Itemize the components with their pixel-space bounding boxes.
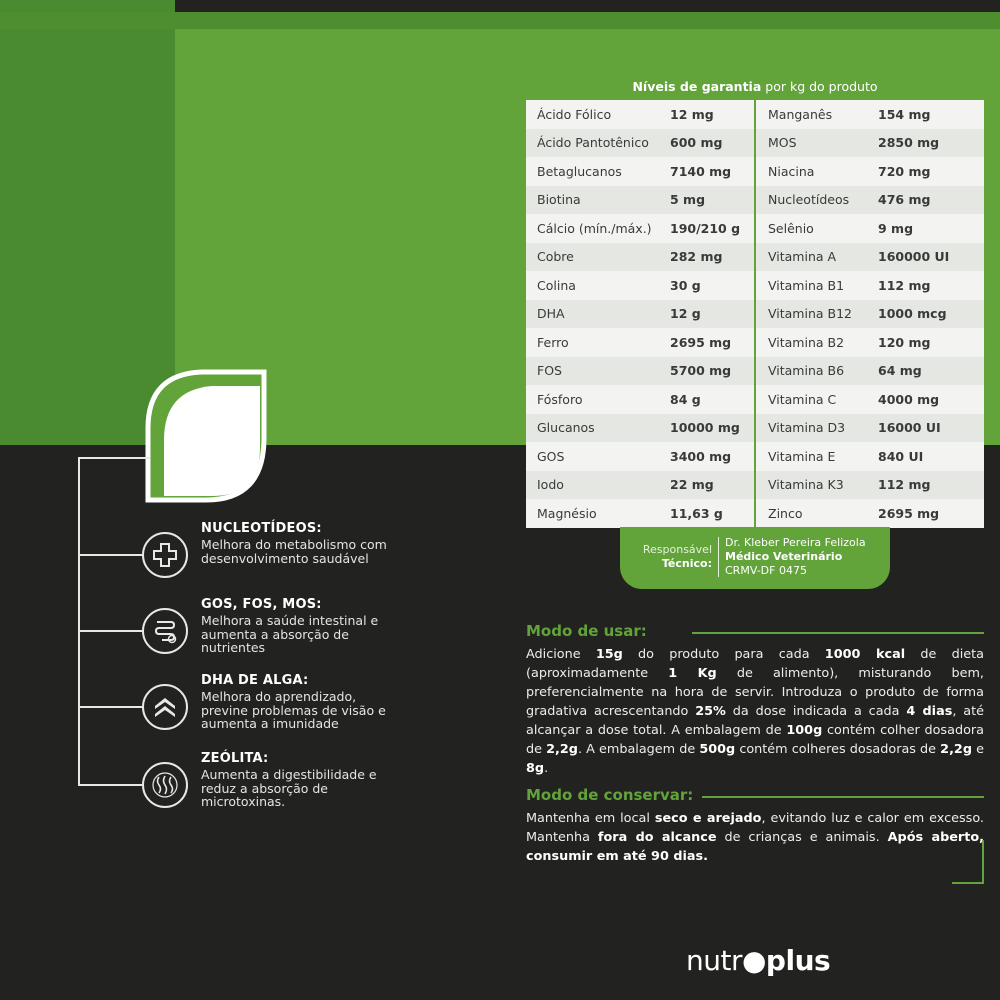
table-row (756, 442, 984, 471)
table-row (756, 100, 984, 129)
logo-text-plus: ●plus (741, 944, 831, 977)
nutrient-value: 2695 mg (670, 334, 732, 350)
feature-title: GOS, FOS, MOS: (201, 597, 322, 612)
waves-icon (142, 762, 188, 808)
table-row (526, 157, 754, 186)
table-row (526, 385, 754, 414)
responsavel-label-2: Técnico: (661, 557, 712, 570)
table-row (526, 357, 754, 386)
top-corner-block (0, 0, 175, 12)
nutrient-name: Biotina (537, 192, 581, 208)
intestine-icon (142, 608, 188, 654)
nutrient-value: 84 g (670, 391, 701, 407)
logo-plus-word: plus (765, 944, 831, 977)
table-row (526, 328, 754, 357)
modo-usar-text: Adicione 15g do produto para cada 1000 kcal de dieta (aproximadamente 1 Kg de alimento), misturando bem, preferencialmente na hora de servir. Introduza o produto de forma gradativa acrescentando 25% da dose indicada a cada 4 dias, até alcançar a dose total. A embalagem de 100g contém colher dosadora de 2,2g. A embalagem de 500g contém colheres dosadoras de 2,2g e 8g. (526, 647, 985, 776)
nutrient-name: Glucanos (537, 420, 595, 436)
feature-title: NUCLEOTÍDEOS: (201, 521, 322, 536)
nutrient-name: Niacina (768, 163, 815, 179)
feature-title: ZEÓLITA: (201, 751, 269, 766)
responsavel-label (638, 543, 712, 571)
nutrient-value: 2850 mg (878, 135, 940, 151)
feature-desc: Melhora a saúde intestinal e aumenta a absorção de nutrientes (201, 613, 379, 655)
guarantee-table (526, 72, 984, 528)
nutrient-value: 282 mg (670, 249, 723, 265)
table-row (756, 129, 984, 158)
table-row (526, 186, 754, 215)
nutrient-name: Vitamina D3 (768, 420, 846, 436)
nutrient-name: Cálcio (mín./máx.) (537, 220, 652, 236)
responsavel-tecnico (620, 527, 890, 589)
nutrient-name: Vitamina E (768, 448, 836, 464)
table-row (756, 328, 984, 357)
nutrient-value: 30 g (670, 277, 701, 293)
table-column-left (526, 100, 754, 528)
feature-desc: Aumenta a digestibilidade e reduz a absorção de microtoxinas. (201, 767, 377, 809)
nutrient-name: Selênio (768, 220, 814, 236)
nutrient-name: Colina (537, 277, 576, 293)
modo-conservar-title: Modo de conservar: (526, 786, 694, 804)
nutrient-name: Nucleotídeos (768, 192, 850, 208)
table-row (526, 214, 754, 243)
corner-mark (952, 840, 984, 884)
nutrient-name: DHA (537, 306, 565, 322)
nutrient-value: 5700 mg (670, 363, 732, 379)
nutrient-name: Magnésio (537, 505, 597, 521)
tree-line-2 (78, 630, 144, 632)
chevron-up-icon (142, 684, 188, 730)
responsavel-info (725, 536, 866, 578)
nutrient-value: 600 mg (670, 135, 723, 151)
nutrient-value: 16000 UI (878, 420, 941, 436)
nutrient-value: 22 mg (670, 477, 714, 493)
tree-line-vertical (78, 457, 80, 785)
logo-text-nutr: nutr (686, 944, 742, 977)
table-row (756, 214, 984, 243)
nutrient-name: Vitamina C (768, 391, 837, 407)
table-row (756, 471, 984, 500)
table-row (526, 243, 754, 272)
nutrient-name: Vitamina B12 (768, 306, 852, 322)
table-row (526, 271, 754, 300)
nutrient-name: Betaglucanos (537, 163, 622, 179)
plus-cross-icon (142, 532, 188, 578)
table-row (756, 499, 984, 528)
nutrient-name: Vitamina B6 (768, 363, 845, 379)
table-row (526, 442, 754, 471)
nutrient-name: Ferro (537, 334, 569, 350)
leaf-icon (142, 368, 270, 504)
nutrient-value: 160000 UI (878, 249, 950, 265)
table-column-right (754, 100, 984, 528)
nutrient-name: Iodo (537, 477, 564, 493)
nutrient-value: 720 mg (878, 163, 931, 179)
top-band (0, 12, 1000, 29)
nutrient-name: GOS (537, 448, 565, 464)
nutrient-name: FOS (537, 363, 562, 379)
nutrient-name: MOS (768, 135, 797, 151)
table-row (756, 385, 984, 414)
feature-desc: Melhora do metabolismo com desenvolvimento saudável (201, 537, 387, 566)
modo-conservar-text: Mantenha em local seco e arejado, evitando luz e calor em excesso. Mantenha fora do alcance de crianças e animais. Após aberto, consumir em até 90 dias. (526, 811, 985, 864)
nutrient-value: 476 mg (878, 192, 931, 208)
feature-title: DHA DE ALGA: (201, 673, 309, 688)
responsavel-label-1: Responsável (642, 543, 712, 556)
modo-usar-title: Modo de usar: (526, 622, 647, 640)
responsavel-crmv: CRMV-DF 0475 (725, 564, 807, 577)
nutroplus-logo (686, 944, 830, 977)
nutrient-value: 1000 mcg (878, 306, 947, 322)
table-row (756, 243, 984, 272)
tree-line-4 (78, 784, 144, 786)
table-row (756, 300, 984, 329)
table-row (526, 300, 754, 329)
nutrient-name: Zinco (768, 505, 803, 521)
nutrient-name: Manganês (768, 106, 833, 122)
nutrient-value: 64 mg (878, 363, 922, 379)
table-row (756, 186, 984, 215)
nutrient-value: 2695 mg (878, 505, 940, 521)
divider (718, 537, 719, 577)
nutrient-value: 12 g (670, 306, 701, 322)
nutrient-value: 12 mg (670, 106, 714, 122)
nutrient-value: 4000 mg (878, 391, 940, 407)
tree-line-3 (78, 706, 144, 708)
nutrient-name: Vitamina A (768, 249, 837, 265)
table-row (526, 100, 754, 129)
table-row (756, 271, 984, 300)
nutrient-value: 3400 mg (670, 448, 732, 464)
modo-usar-line (692, 632, 984, 634)
nutrient-value: 10000 mg (670, 420, 740, 436)
nutrient-value: 840 UI (878, 448, 924, 464)
nutrient-name: Fósforo (537, 391, 583, 407)
nutrient-value: 5 mg (670, 192, 706, 208)
feature-desc: Melhora do aprendizado, previne problemas de visão e aumenta a imunidade (201, 689, 386, 731)
modo-conservar-line (702, 796, 984, 798)
nutrient-value: 190/210 g (670, 220, 741, 236)
nutrient-value: 112 mg (878, 277, 931, 293)
nutrient-name: Ácido Fólico (537, 106, 612, 122)
nutrient-value: 9 mg (878, 220, 914, 236)
responsavel-role: Médico Veterinário (725, 550, 843, 563)
table-header (526, 72, 984, 100)
table-title-bold: Níveis de garantia (632, 78, 762, 94)
table-row (526, 129, 754, 158)
table-row (526, 499, 754, 528)
nutrient-value: 7140 mg (670, 163, 732, 179)
nutrient-value: 11,63 g (670, 505, 723, 521)
table-row (756, 157, 984, 186)
nutrient-name: Ácido Pantotênico (537, 135, 649, 151)
tree-line-1 (78, 554, 144, 556)
table-row (526, 471, 754, 500)
table-row (756, 414, 984, 443)
nutrient-name: Cobre (537, 249, 574, 265)
table-row (756, 357, 984, 386)
nutrient-value: 112 mg (878, 477, 931, 493)
table-title-rest: por kg do produto (765, 78, 878, 94)
responsavel-name: Dr. Kleber Pereira Felizola (725, 536, 866, 549)
table-row (526, 414, 754, 443)
nutrient-name: Vitamina B2 (768, 334, 845, 350)
tree-line-leaf (78, 457, 150, 459)
nutrient-value: 154 mg (878, 106, 931, 122)
nutrient-name: Vitamina B1 (768, 277, 845, 293)
nutrient-name: Vitamina K3 (768, 477, 844, 493)
nutrient-value: 120 mg (878, 334, 931, 350)
